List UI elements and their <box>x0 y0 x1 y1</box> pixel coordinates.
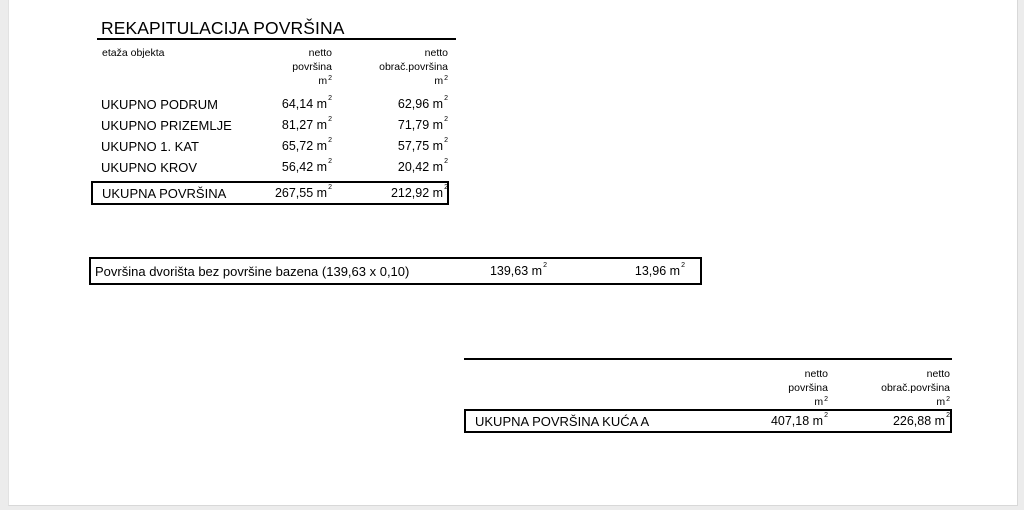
yard-calc-value: 13,96 $m^2$ <box>634 262 685 278</box>
row-calc-value: 57,75 $m^2$ <box>397 137 448 153</box>
row-label: UKUPNO PRIZEMLJE <box>101 118 232 133</box>
yard-netto-value: 139,63 $m^2$ <box>489 262 547 278</box>
row-netto-value: 65,72 $m^2$ <box>281 137 332 153</box>
row-label: UKUPNO PODRUM <box>101 97 219 112</box>
row-netto-value: 56,42 $m^2$ <box>281 158 332 174</box>
row-netto-value: 64,14 $m^2$ <box>281 95 332 111</box>
title-underline <box>97 38 456 40</box>
yard-label: Površina dvorišta bez površine bazena (139,63 x 0,10) <box>95 264 410 279</box>
header-floor-label: etaža objekta <box>102 47 165 59</box>
row-netto-value: 81,27 $m^2$ <box>281 116 332 132</box>
total-label: UKUPNA POVRŠINA <box>102 186 227 201</box>
row-label: UKUPNO 1. KAT <box>101 139 200 154</box>
total-calc-value: 212,92 $m^2$ <box>390 184 448 200</box>
total-netto-value: 267,55 $m^2$ <box>274 184 332 200</box>
house-total-label: UKUPNA POVRŠINA KUĆA A <box>475 414 650 429</box>
row-calc-value: 62,96 $m^2$ <box>397 95 448 111</box>
page-title: REKAPITULACIJA POVRŠINA <box>101 18 345 38</box>
document-page <box>8 0 1018 506</box>
house-top-rule <box>464 358 952 360</box>
row-calc-value: 71,79 $m^2$ <box>397 116 448 132</box>
header-netto-area: netto površina $m^2$ <box>292 47 332 87</box>
house-netto-value: 407,18 $m^2$ <box>770 412 828 428</box>
header-calc-area: netto obrač.površina $m^2$ <box>379 47 448 87</box>
house-header-calc-area: netto obrač.površina $m^2$ <box>881 368 950 408</box>
row-calc-value: 20,42 $m^2$ <box>397 158 448 174</box>
row-label: UKUPNO KROV <box>101 160 198 175</box>
house-header-netto-area: netto površina $m^2$ <box>788 368 828 408</box>
house-calc-value: 226,88 $m^2$ <box>892 412 950 428</box>
